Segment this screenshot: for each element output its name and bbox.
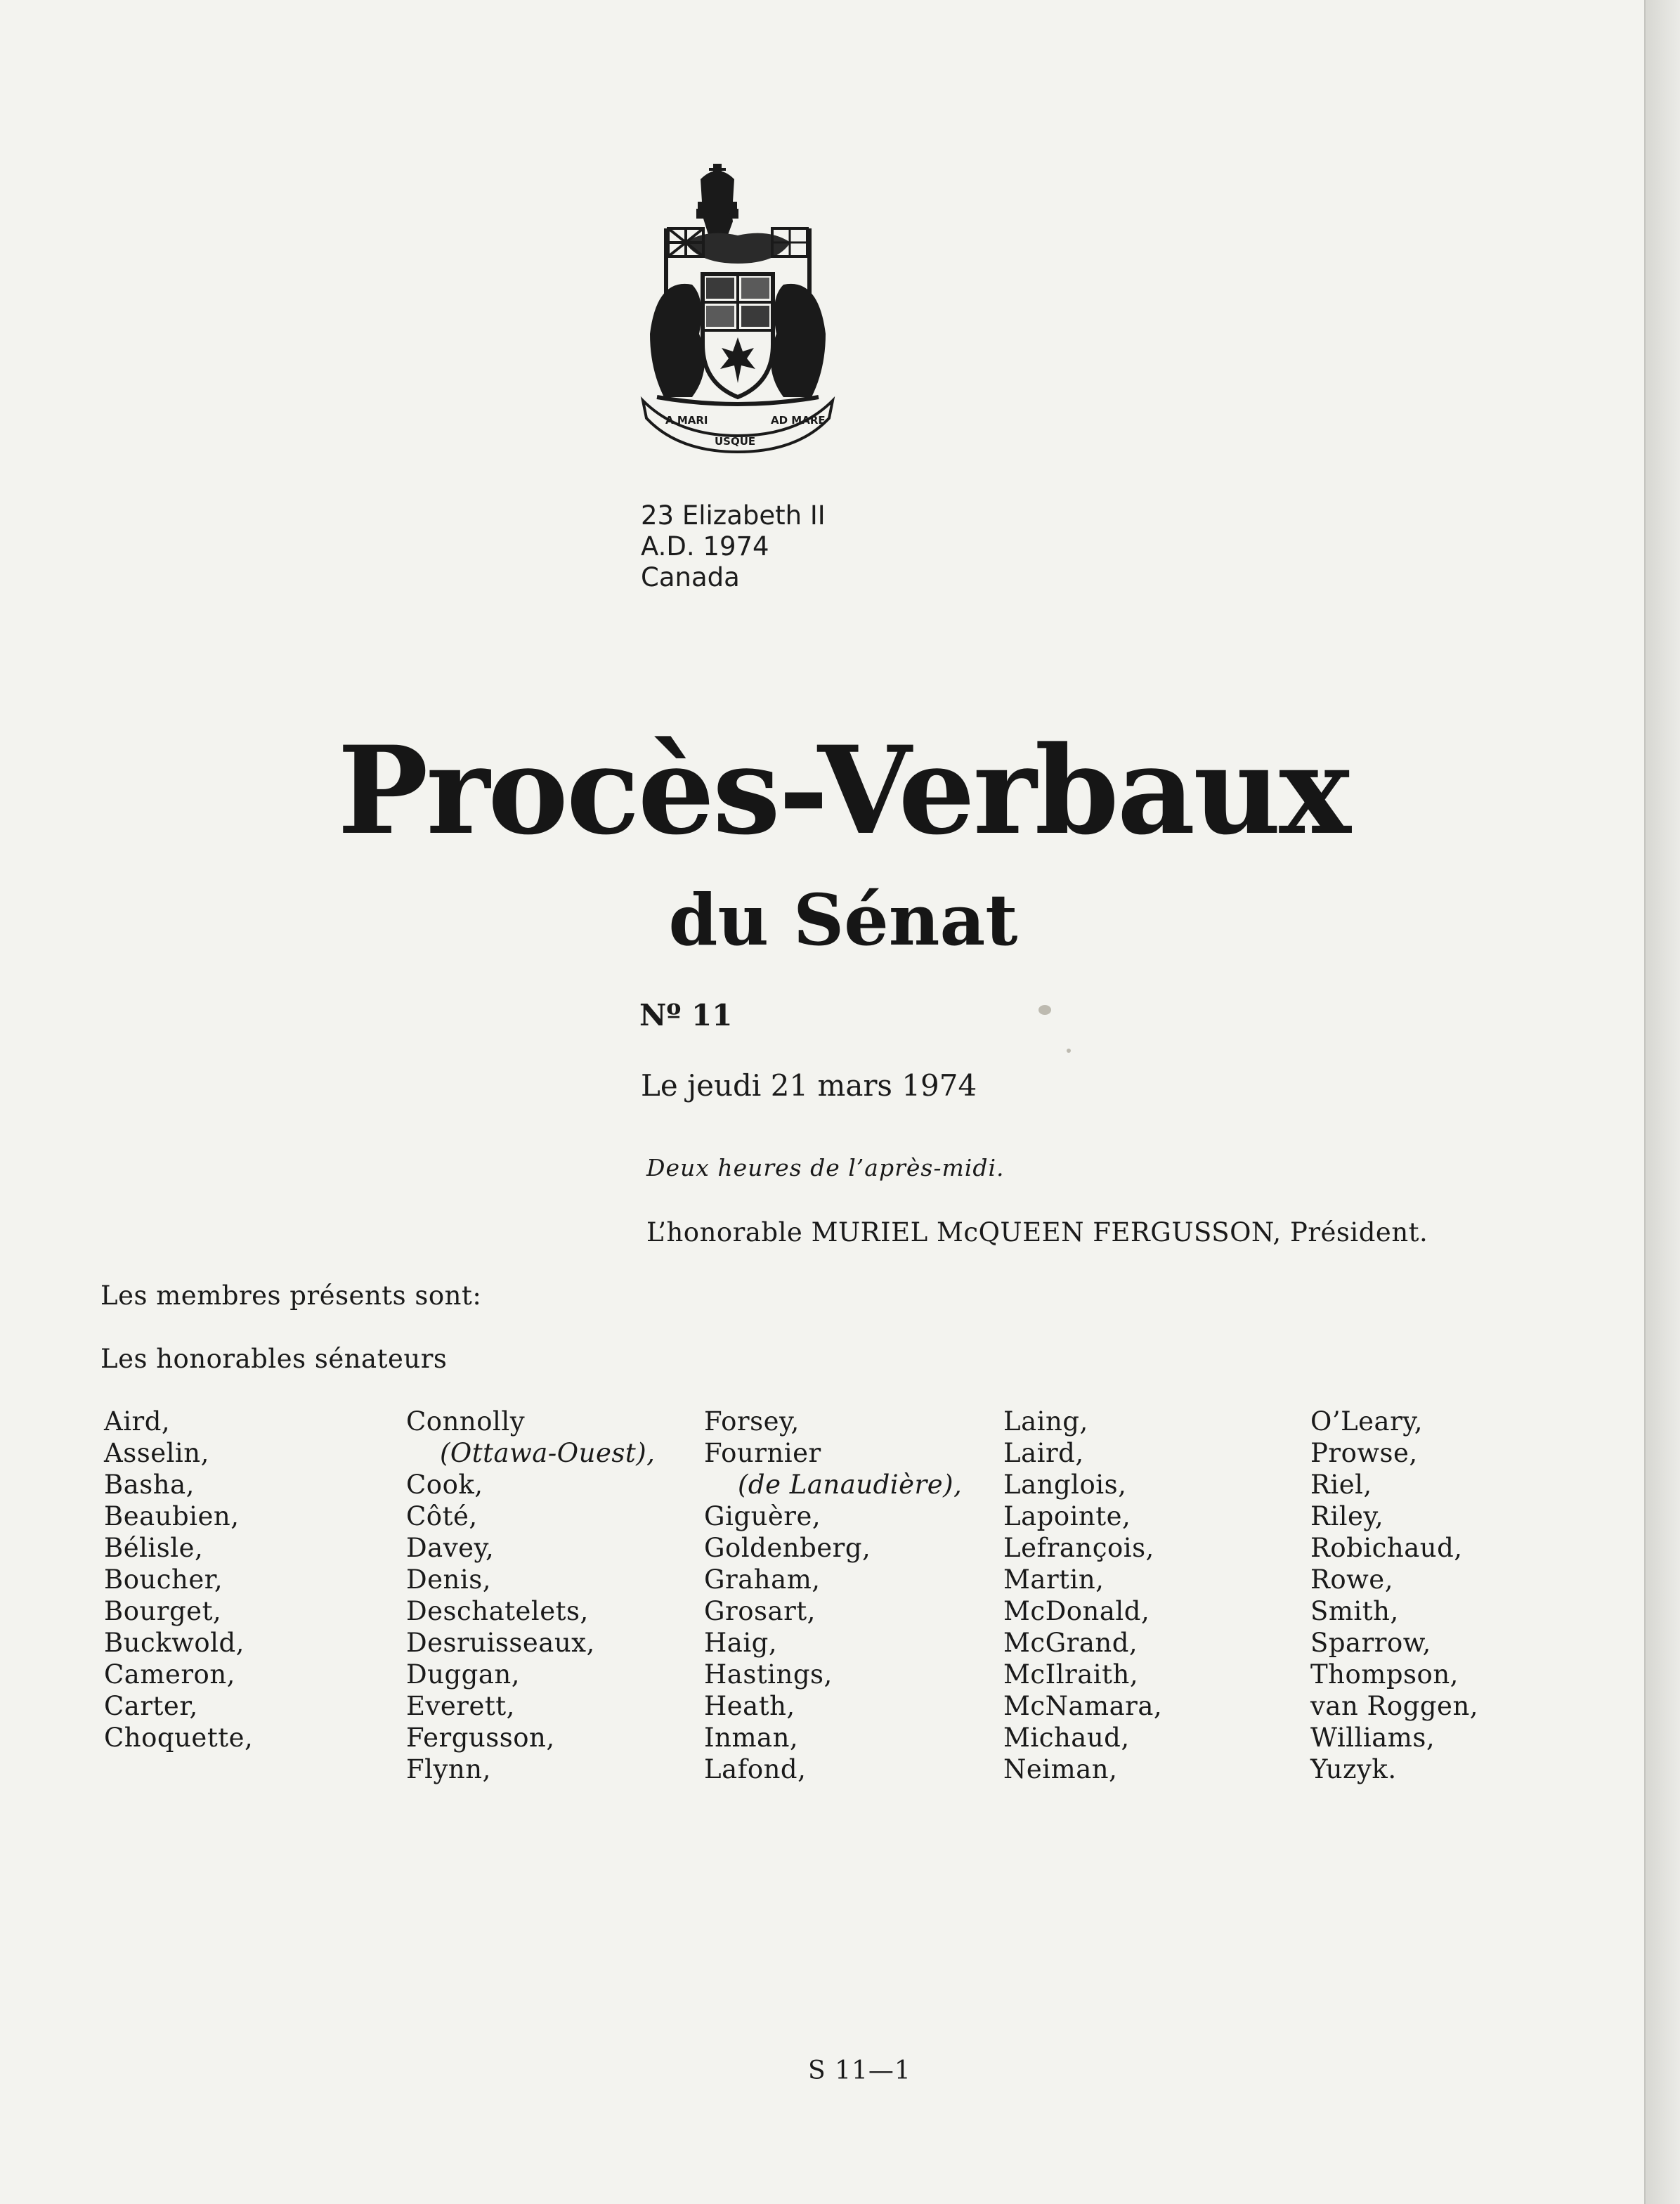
issue-number: Nº 11 [639, 998, 733, 1032]
senator-name: Sparrow, [1310, 1628, 1431, 1658]
senator-name: McDonald, [1003, 1596, 1150, 1626]
svg-text:USQUE: USQUE [715, 435, 756, 448]
document-subtitle: du Sénat [668, 879, 1018, 961]
senator-name: McGrand, [1003, 1628, 1138, 1658]
ink-smudge [1038, 1005, 1051, 1015]
senator-name: Riley, [1310, 1501, 1384, 1531]
svg-text:A MARI: A MARI [665, 414, 708, 427]
senator-name: Forsey, [704, 1406, 800, 1437]
senators-heading: Les honorables sénateurs [100, 1344, 448, 1374]
senator-name: Yuzyk. [1310, 1754, 1397, 1784]
senator-name: Flynn, [406, 1754, 491, 1784]
senator-name: Deschatelets, [406, 1596, 589, 1626]
senator-name: Beaubien, [104, 1501, 240, 1531]
senator-name: Langlois, [1003, 1470, 1127, 1500]
senator-name: Cook, [406, 1470, 483, 1500]
senator-name: Lafond, [704, 1754, 807, 1784]
senator-name: Denis, [406, 1564, 491, 1595]
page-edge [1644, 0, 1680, 2204]
senator-name: Giguère, [704, 1501, 821, 1531]
senators-column-2 [406, 1406, 655, 1785]
senator-name: Heath, [704, 1691, 795, 1721]
senator-name: Choquette, [104, 1723, 254, 1753]
senator-name: Haig, [704, 1628, 778, 1658]
senator-name: Smith, [1310, 1596, 1399, 1626]
senator-division: (de Lanaudière), [738, 1470, 963, 1500]
senator-name: Fergusson, [406, 1723, 555, 1753]
senator-name: Davey, [406, 1533, 495, 1563]
senator-name: Carter, [104, 1691, 198, 1721]
senator-division: (Ottawa-Ouest), [440, 1438, 656, 1468]
regnal-year: 23 Elizabeth II [641, 500, 826, 531]
svg-text:AD MARE: AD MARE [771, 414, 826, 427]
senator-name: Rowe, [1310, 1564, 1393, 1595]
senator-name: Riel, [1310, 1470, 1372, 1500]
senator-name: Martin, [1003, 1564, 1105, 1595]
ink-smudge [1067, 1049, 1071, 1053]
senator-name: Robichaud, [1310, 1533, 1463, 1563]
senator-name: Graham, [704, 1564, 821, 1595]
senator-name: McIlraith, [1003, 1659, 1139, 1690]
senator-name: Aird, [104, 1406, 171, 1437]
senator-name: Laing, [1003, 1406, 1088, 1437]
senator-name: Goldenberg, [704, 1533, 871, 1563]
senator-name: Basha, [104, 1470, 195, 1500]
senator-name: Lefrançois, [1003, 1533, 1154, 1563]
senator-name: Hastings, [704, 1659, 833, 1690]
senator-name: Inman, [704, 1723, 799, 1753]
presiding-officer: L’honorable MURIEL McQUEEN FERGUSSON, Président. [646, 1217, 1428, 1247]
country-name: Canada [641, 562, 740, 592]
senator-name: Boucher, [104, 1564, 223, 1595]
senator-name: Asselin, [104, 1438, 209, 1468]
senator-name: Côté, [406, 1501, 478, 1531]
document-title: Procès-Verbaux [337, 719, 1349, 862]
senator-name: Neiman, [1003, 1754, 1118, 1784]
senator-name: Cameron, [104, 1659, 235, 1690]
senator-name: Everett, [406, 1691, 515, 1721]
senator-name: Buckwold, [104, 1628, 245, 1658]
senators-column-3 [704, 1406, 962, 1785]
senators-column-1 [104, 1406, 253, 1754]
senator-name: Duggan, [406, 1659, 521, 1690]
senator-name: Michaud, [1003, 1723, 1130, 1753]
senator-name: Desruisseaux, [406, 1628, 595, 1658]
page-footer: S 11—1 [808, 2056, 911, 2085]
sitting-time: Deux heures de l’après-midi. [646, 1154, 1005, 1181]
senator-name: Williams, [1310, 1723, 1435, 1753]
sitting-date: Le jeudi 21 mars 1974 [641, 1068, 977, 1103]
senator-name: Prowse, [1310, 1438, 1418, 1468]
senator-name: van Roggen, [1310, 1691, 1479, 1721]
senator-name: Grosart, [704, 1596, 816, 1626]
senator-name: Bélisle, [104, 1533, 204, 1563]
senator-name: McNamara, [1003, 1691, 1163, 1721]
senator-name: Bourget, [104, 1596, 222, 1626]
senator-name: Fournier [704, 1438, 821, 1468]
anno-domini-year: A.D. 1974 [641, 531, 769, 562]
senators-column-5 [1310, 1406, 1478, 1785]
senators-column-4 [1003, 1406, 1162, 1785]
senator-name: O’Leary, [1310, 1406, 1424, 1437]
senator-name: Laird, [1003, 1438, 1084, 1468]
senator-name: Lapointe, [1003, 1501, 1131, 1531]
regnal-year-block [641, 500, 826, 593]
members-present-heading: Les membres présents sont: [100, 1281, 482, 1311]
coat-of-arms-icon [636, 158, 840, 453]
senator-name: Connolly [406, 1406, 526, 1437]
senator-name: Thompson, [1310, 1659, 1459, 1690]
